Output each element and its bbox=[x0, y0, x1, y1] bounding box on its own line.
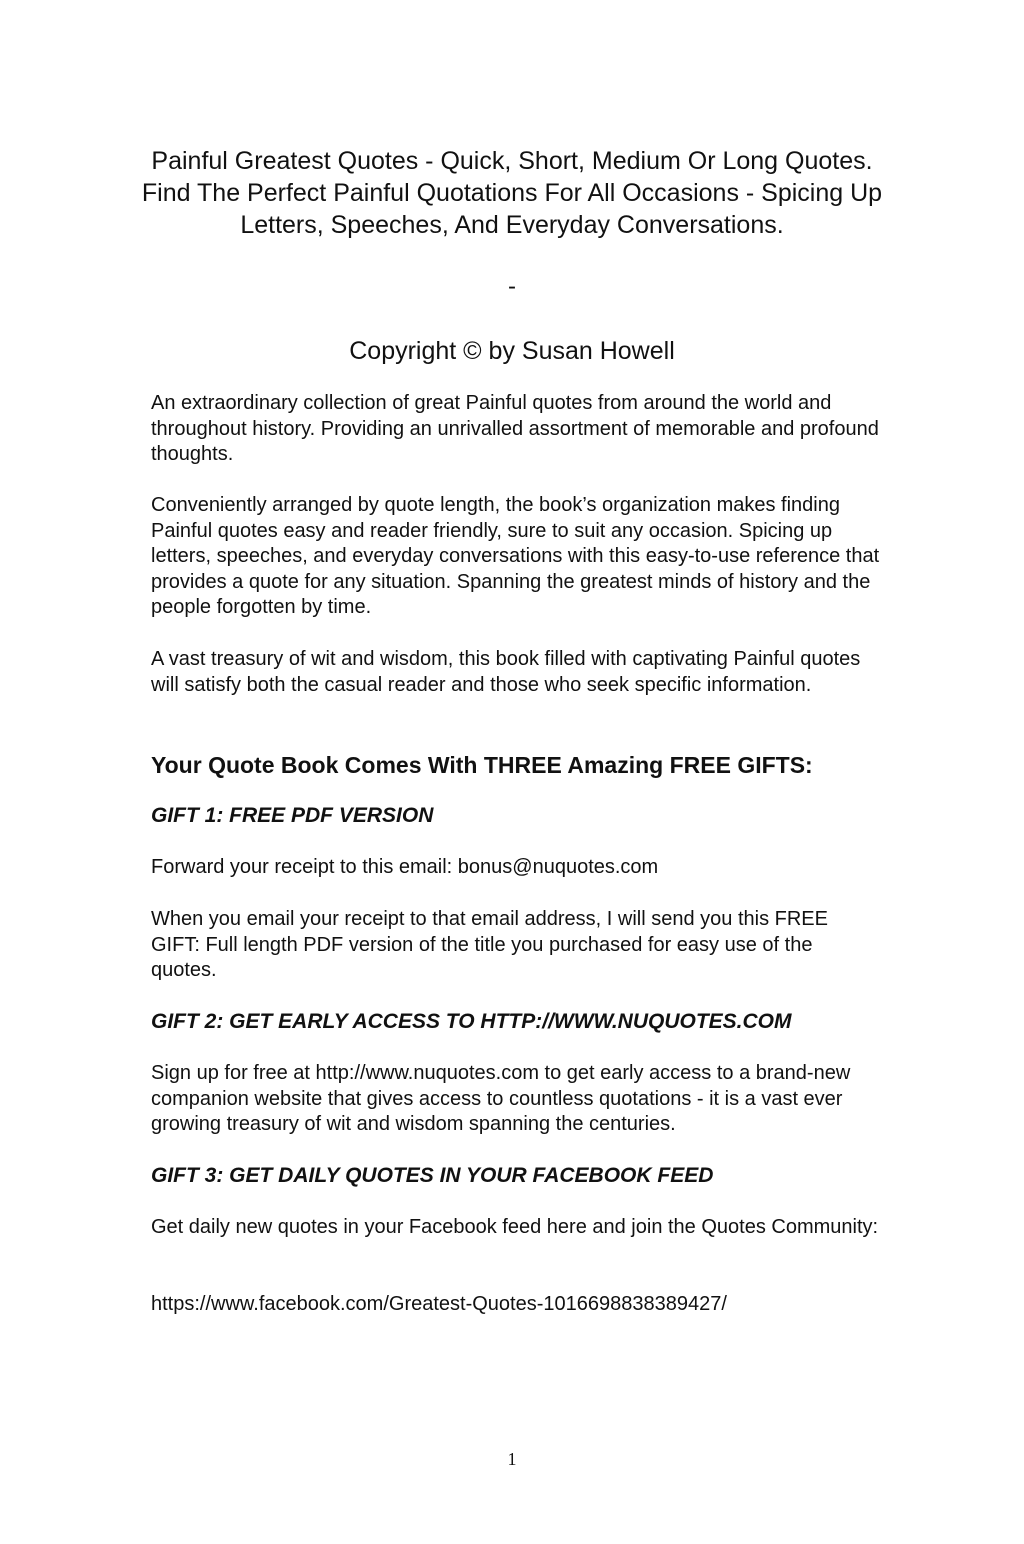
facebook-link[interactable]: https://www.facebook.com/Greatest-Quotes-1016698838389427/ bbox=[151, 1293, 727, 1315]
copyright-line: Copyright © by Susan Howell bbox=[349, 337, 675, 365]
gift-3-title: GIFT 3: GET DAILY QUOTES IN YOUR FACEBOOK FEED bbox=[151, 1164, 714, 1187]
title-separator: - bbox=[508, 273, 516, 300]
gift-3-description: Get daily new quotes in your Facebook feed here and join the Quotes Community: bbox=[151, 1216, 879, 1238]
gift-2-title: GIFT 2: GET EARLY ACCESS TO HTTP://WWW.NUQUOTES.COM bbox=[151, 1010, 792, 1033]
gift-2-description: Sign up for free at http://www.nuquotes.com to get early access to a brand-new companion website that gives access to countless quotations - it is a vast ever growing treasury of wit and wisdom spanning the centuries. bbox=[151, 1062, 851, 1135]
page-number: 1 bbox=[507, 1449, 517, 1469]
intro-paragraph-2: Conveniently arranged by quote length, the book’s organization makes finding Painful quotes easy and reader friendly, sure to suit any occasion. Spicing up letters, speeches, and everyday conversations with this easy-to-use reference that provides a quote for any situation. Spanning the greatest minds of history and the people forgotten by time. bbox=[151, 494, 880, 618]
gift-1-email-paragraph: Forward your receipt to this email: bonus@nuquotes.com bbox=[151, 856, 659, 878]
gift-1-description: When you email your receipt to that email address, I will send you this FREE GIFT: Full length PDF version of the title you purchased for easy use of the quotes. bbox=[151, 908, 828, 981]
intro-paragraph-3: A vast treasury of wit and wisdom, this book filled with captivating Painful quotes will satisfy both the casual reader and those who seek specific information. bbox=[151, 648, 861, 696]
intro-paragraph-1: An extraordinary collection of great Painful quotes from around the world and throughout history. Providing an unrivalled assortment of memorable and profound thoughts. bbox=[151, 392, 879, 465]
gift-1-title: GIFT 1: FREE PDF VERSION bbox=[151, 804, 434, 827]
document-title: Painful Greatest Quotes - Quick, Short, Medium Or Long Quotes. Find The Perfect Painful Quotations For All Occasions - Spicing Up Letters, Speeches, And Everyday Conversations. bbox=[141, 147, 883, 239]
gifts-heading: Your Quote Book Comes With THREE Amazing FREE GIFTS: bbox=[151, 752, 813, 778]
